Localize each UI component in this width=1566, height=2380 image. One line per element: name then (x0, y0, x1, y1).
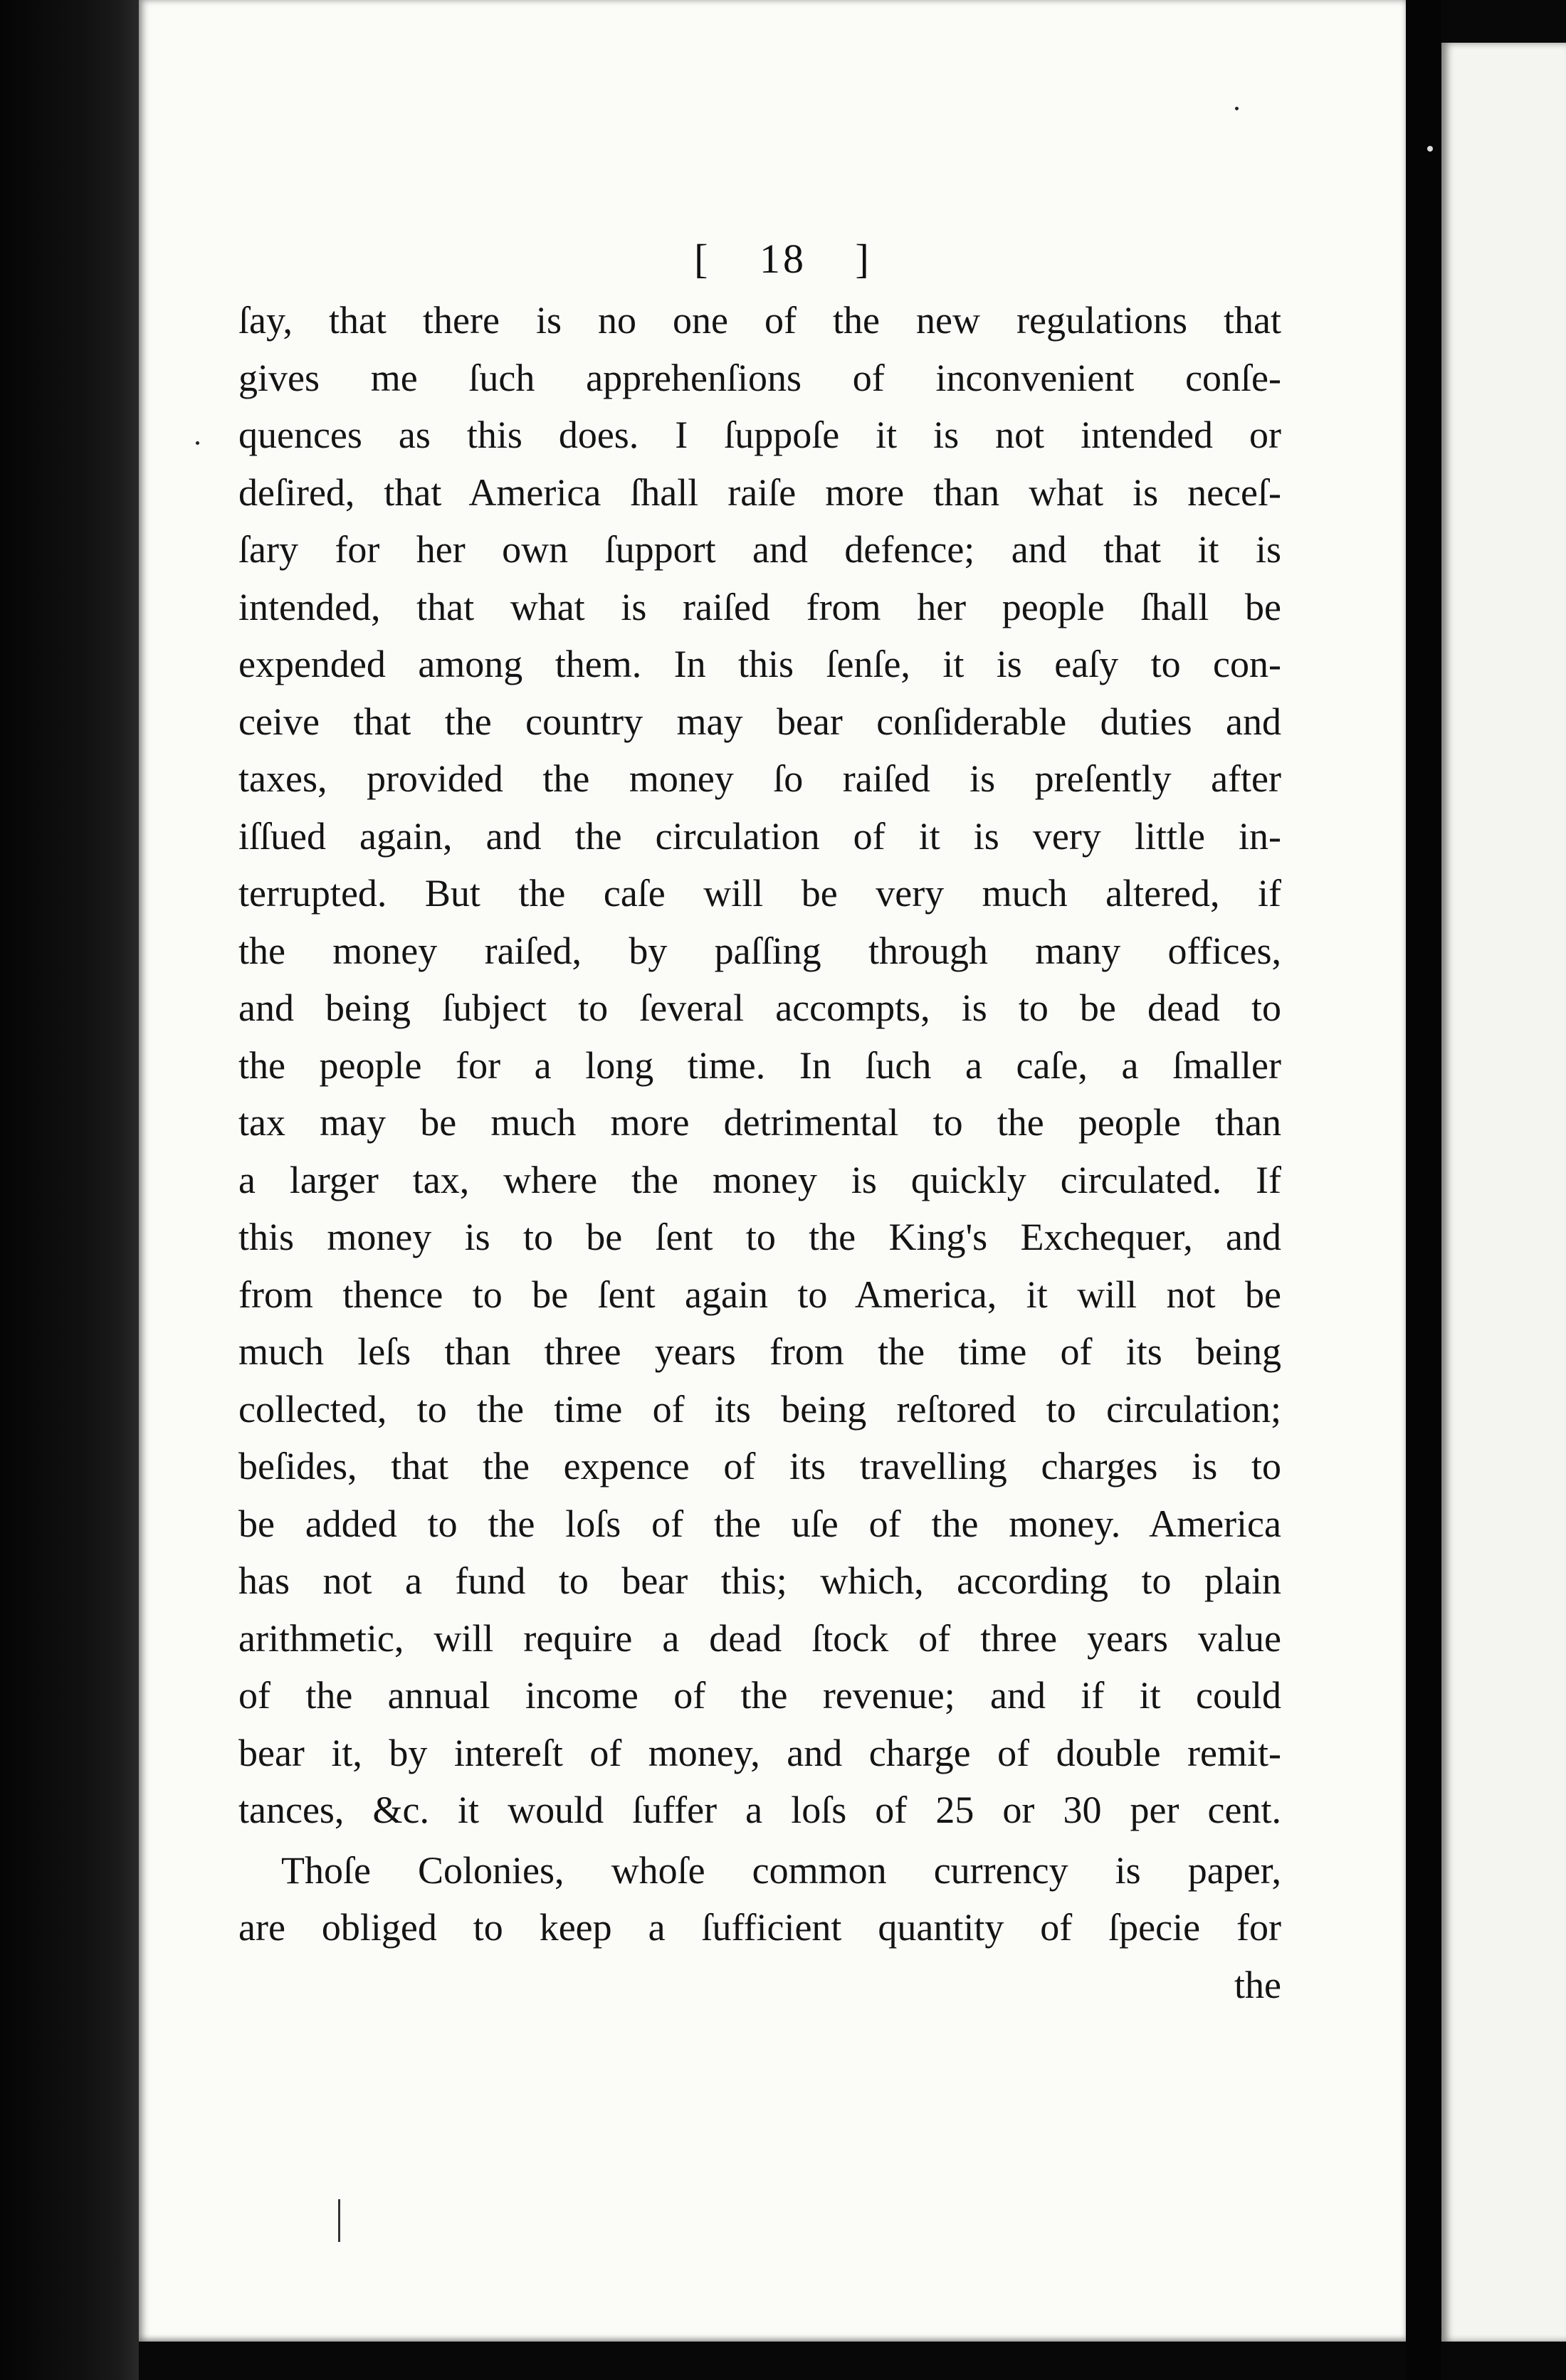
text-line: bear it, by intereſt of money, and charge of double remit- (238, 1731, 1281, 1774)
text-line: deſired, that America ſhall raiſe more than what is neceſ- (238, 470, 1281, 514)
text-line: collected, to the time of its being reſtored to circulation; (238, 1387, 1281, 1431)
scan-speck (1235, 107, 1239, 110)
text-line: of the annual income of the revenue; and if it could (238, 1674, 1281, 1717)
body-text (238, 292, 1281, 2013)
text-line: and being ſubject to ſeveral accompts, is to be dead to (238, 986, 1281, 1029)
paragraph-start-line: Thoſe Colonies, whoſe common currency is paper, (281, 1848, 1281, 1892)
text-line: beſides, that the expence of its travelling charges is to (238, 1445, 1281, 1488)
text-line: tances, &c. it would ſuffer a loſs of 25 or 30 per cent. (238, 1789, 1281, 1831)
text-line: gives me ſuch apprehenſions of inconvenient conſe- (238, 356, 1281, 399)
text-line: a larger tax, where the money is quickly circulated. If (238, 1158, 1281, 1201)
text-line: are obliged to keep a ſufficient quantity of ſpecie for (238, 1906, 1281, 1949)
text-line: taxes, provided the money ſo raiſed is preſently after (238, 757, 1281, 800)
catchword: the (1234, 1963, 1281, 2006)
text-line: this money is to be ſent to the King's Exchequer, and (238, 1216, 1281, 1258)
page-number (0, 235, 1566, 283)
page-number-left-bracket: [ (694, 236, 711, 282)
text-line: tax may be much more detrimental to the people than (238, 1101, 1281, 1144)
text-line: from thence to be ſent again to America, it will not be (238, 1273, 1281, 1316)
text-line: arithmetic, will require a dead ſtock of three years value (238, 1616, 1281, 1660)
scan-speck (1427, 146, 1433, 152)
scan-stray-mark (338, 2199, 340, 2242)
text-line: expended among them. In this ſenſe, it is eaſy to con- (238, 643, 1281, 685)
text-line: quences as this does. I ſuppoſe it is not intended or (238, 414, 1281, 456)
scan-speck (196, 441, 199, 445)
text-line: terrupted. But the caſe will be very much altered, if (238, 872, 1281, 915)
page-gutter (1406, 0, 1441, 2380)
page-number-value: 18 (760, 236, 806, 282)
text-line: ſay, that there is no one of the new regulations that (238, 299, 1281, 342)
text-line: the money raiſed, by paſſing through many offices, (238, 929, 1281, 972)
page-number-right-bracket: ] (855, 236, 872, 282)
text-line: ceive that the country may bear conſiderable duties and (238, 700, 1281, 743)
text-line: be added to the loſs of the uſe of the money. America (238, 1502, 1281, 1545)
text-line: much leſs than three years from the time of its being (238, 1330, 1281, 1373)
text-line: ſary for her own ſupport and defence; and that it is (238, 528, 1281, 571)
text-line: intended, that what is raiſed from her people ſhall be (238, 585, 1281, 628)
next-page-edge (1441, 43, 1566, 2342)
text-line: has not a fund to bear this; which, according to plain (238, 1559, 1281, 1602)
book-edge (0, 0, 139, 2380)
text-line: iſſued again, and the circulation of it is very little in- (238, 814, 1281, 858)
text-line: the people for a long time. In ſuch a caſe, a ſmaller (238, 1043, 1281, 1087)
